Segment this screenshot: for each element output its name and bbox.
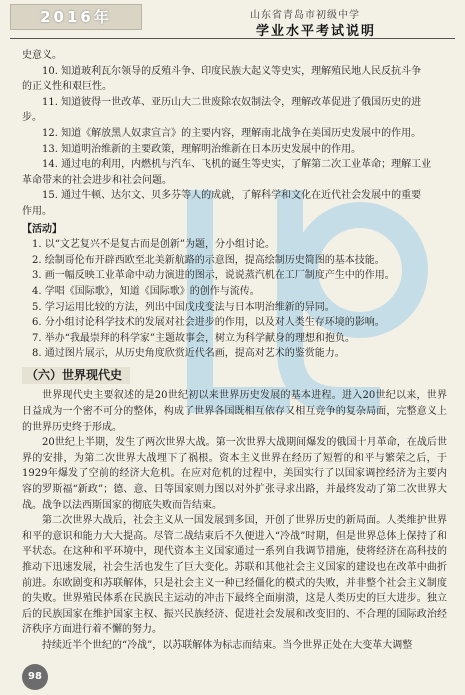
text-line: 11. 知道彼得一世改革、亚历山大二世废除农奴制法令，理解改革促进了俄国历史的进	[42, 96, 422, 108]
text-line: 13. 知道明治维新的主要政策，理解明治维新在日本历史发展中的作用。	[42, 143, 362, 155]
activity-item: 4. 学唱《国际歌》，知道《国际歌》的创作与流传。	[32, 285, 260, 297]
activity-item: 8. 通过图片展示，从历史角度欣赏近代名画，提高对艺术的鉴赏能力。	[32, 348, 345, 360]
paragraph: 20世纪上半期，发生了两次世界大战。第一次世界大战期间爆发的俄国十月革命，在战后世界的安排，为第二次世界大战埋下了祸根。资本主义世界在经历了短暂的和平与繁荣之后，于1929年爆发了空前的经济大危机。在应对危机的过程中，美国实行了以国家调控经济为主要内容的罗斯福“新政”；德、意、日等国家则力图以对外扩张寻求出路，并最终发动了第二次世界大战。战争以法西斯国家的彻底失败而告结束。	[22, 437, 447, 511]
main-text	[22, 48, 447, 654]
activity-item: 6. 分小组讨论科学技术的发展对社会进步的作用，以及对人类生存环境的影响。	[32, 317, 385, 329]
text-line: 作用。	[22, 205, 52, 217]
text-line: 革命带来的社会进步和社会问题。	[22, 174, 172, 186]
paragraph: 第二次世界大战后，社会主义从一国发展到多国，开创了世界历史的新局面。人类维护世界和平的意识和能力大大提高。尽管二战结束后不久便进入“冷战”时期，但是世界总体上保持了和平状态。在这种和平环境中，现代资本主义国家通过一系列自我调节措施，使将经济在高科技的推动下迅速发展，社会生活也发生了巨大变化。苏联和其他社会主义国家的建设也在改革中曲折前进。东欧剧变和苏联解体，只是社会主义一种已经僵化的模式的失败，并非整个社会主义制度的失败。世界殖民体系在民族民主运动的冲击下最终全面崩溃，这是人类历史的巨大进步。独立后的民族国家在维护国家主权、振兴民族经济、促进社会发展和改变旧的、不合理的国际政治经济秩序方面进行着不懈的努力。	[22, 515, 447, 636]
activity-item: 5. 学习运用比较的方法，列出中国戊戌变法与日本明治维新的异同。	[32, 301, 335, 313]
text-line: 步。	[22, 112, 42, 124]
header-logo: 2016年	[10, 4, 142, 30]
text-line: 的正义性和艰巨性。	[22, 81, 112, 93]
paragraph: 持续近半个世纪的“冷战”，以苏联解体为标志而结束。当今世界正处在大变革大调整	[42, 639, 413, 651]
activity-item: 3. 画一幅反映工业革命中动力演进的图示，说说蒸汽机在工厂制度产生中的作用。	[32, 270, 395, 282]
header-title: 学业水平考试说明	[256, 24, 377, 39]
paragraph: 世界现代史主要叙述的是20世纪初以来世界历史发展的基本进程。进入20世纪以来，世界日益成为一个密不可分的整体，构成了世界各国既相互依存又相互竞争的复杂局面，完整意义上的世界历史终于形成。	[22, 390, 447, 433]
text-line: 史意义。	[22, 50, 62, 61]
text-line: 12. 知道《解放黑人奴隶宣言》的主要内容，理解南北战争在美国历史发展中的作用。	[42, 127, 422, 139]
text-line: 10. 知道玻利瓦尔领导的反殖斗争、印度民族大起义等史实，理解殖民地人民反抗斗争	[42, 65, 422, 77]
activity-item: 7. 举办“我最崇拜的科学家”主题故事会，树立为科学献身的理想和抱负。	[32, 332, 355, 344]
header-school-name: 山东省青岛市初级中学	[250, 10, 360, 21]
activity-item: 1. 以“文艺复兴不是复古而是创新”为题，分小组讨论。	[32, 239, 275, 251]
page-number: 98	[22, 664, 48, 690]
text-line: 15. 通过牛顿、达尔文、贝多芬等人的成就，了解科学和文化在近代社会发展中的重要	[42, 190, 422, 202]
text-line: 14. 通过电的利用，内燃机与汽车、飞机的诞生等史实，了解第二次工业革命；理解工业	[42, 159, 432, 171]
page-header	[0, 0, 465, 46]
header-divider	[10, 38, 455, 39]
activities-label: 【活动】	[22, 223, 62, 235]
activity-item: 2. 绘制哥伦布开辟西欧至北美新航路的示意图，提高绘制历史简图的基本技能。	[32, 254, 385, 266]
section-title: （六）世界现代史	[22, 367, 130, 385]
